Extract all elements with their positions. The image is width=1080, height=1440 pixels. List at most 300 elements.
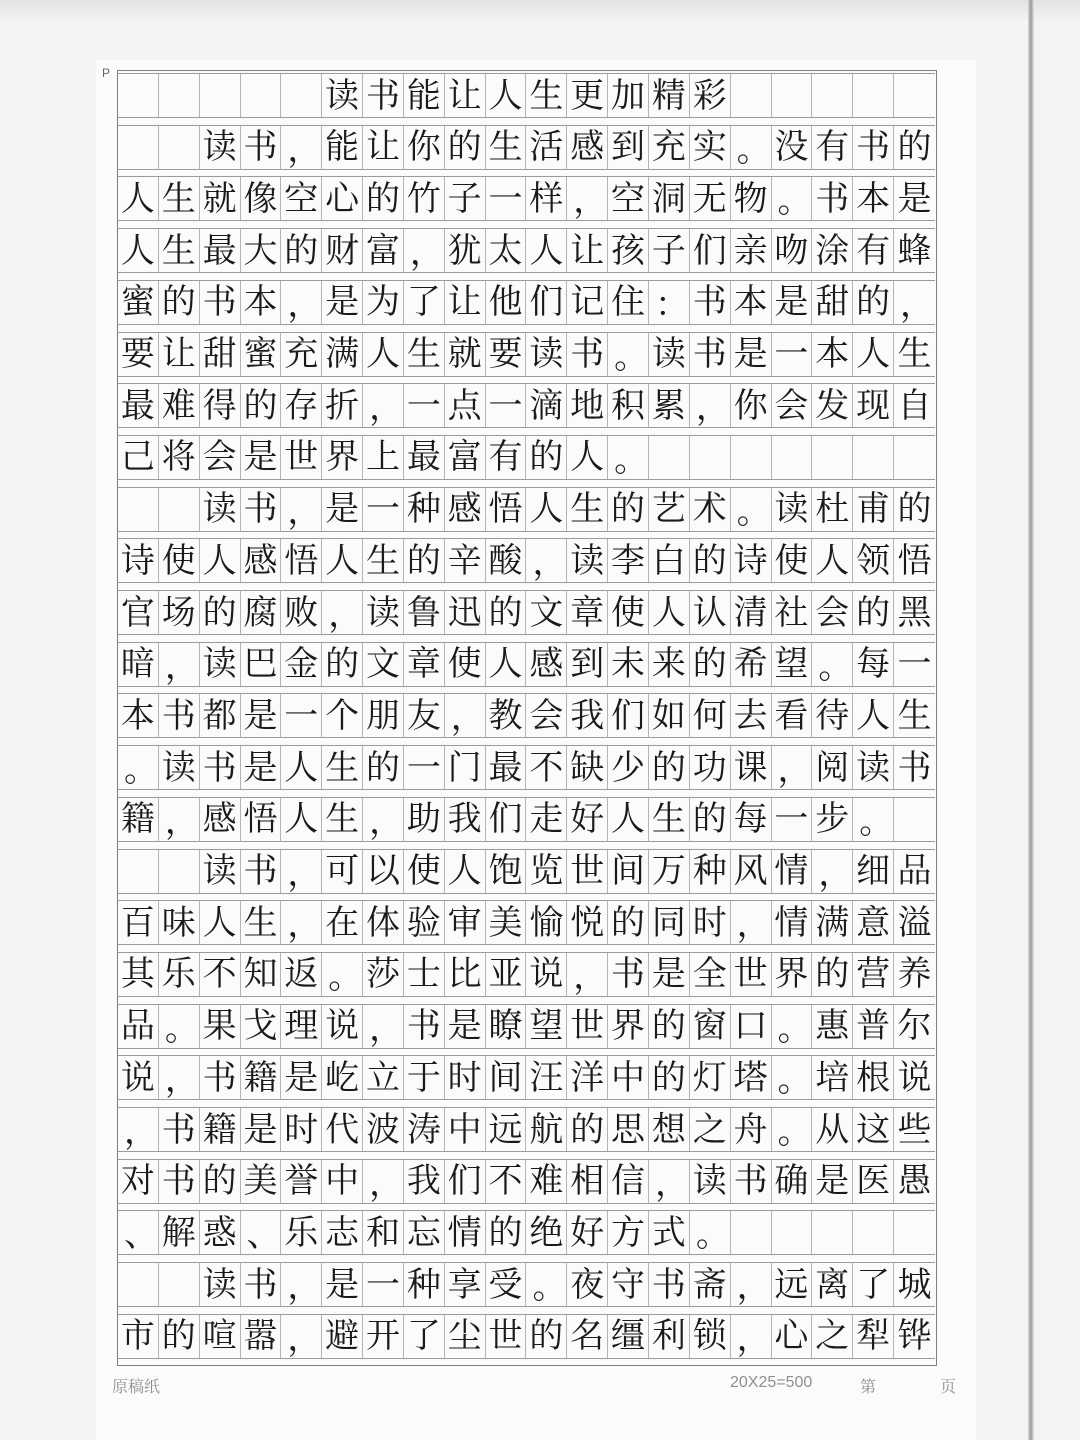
text-char: 一	[404, 384, 445, 427]
text-row	[118, 176, 935, 221]
scan-edge-top	[0, 0, 1080, 22]
text-char: 来	[649, 643, 690, 686]
text-char: 们	[690, 229, 731, 272]
text-char: 品	[897, 851, 932, 891]
text-char: 的	[690, 643, 731, 686]
text-char: 们	[486, 798, 527, 841]
text-char: 亲	[731, 229, 772, 272]
empty-cell	[159, 126, 200, 169]
text-char: 未	[608, 643, 649, 686]
text-char: 空	[608, 177, 649, 220]
text-char: 戈	[241, 1005, 282, 1048]
text-char: 的	[322, 643, 363, 686]
text-char: 书	[649, 1263, 690, 1306]
text-row	[118, 228, 935, 273]
text-char: ，	[363, 798, 404, 841]
text-char: 迅	[445, 591, 486, 634]
text-char: 营	[853, 953, 894, 996]
empty-cell	[118, 850, 159, 893]
text-char: 书	[731, 1160, 772, 1203]
text-char: ，	[731, 901, 772, 944]
text-char: 点	[445, 384, 486, 427]
empty-cell	[118, 488, 159, 531]
text-char: 物	[731, 177, 772, 220]
text-char: 一	[772, 333, 813, 376]
text-char: ，	[526, 539, 567, 582]
text-char: 了	[404, 281, 445, 324]
text-char: ，	[281, 281, 322, 324]
text-char: 辛	[445, 539, 486, 582]
empty-cell	[731, 74, 772, 117]
text-char: 充	[649, 126, 690, 169]
text-char: 腐	[241, 591, 282, 634]
text-char: 每	[853, 643, 894, 686]
text-char: 意	[853, 901, 894, 944]
text-char: 让	[445, 281, 486, 324]
text-char: 功	[690, 746, 731, 789]
text-char: 乐	[281, 1211, 322, 1254]
text-row	[118, 745, 935, 790]
text-char: 惑	[200, 1211, 241, 1254]
text-char: 书	[241, 126, 282, 169]
text-char: 缰	[608, 1315, 649, 1358]
text-char: 。	[772, 1005, 813, 1048]
text-char: 书	[404, 1005, 445, 1048]
text-char: 夜	[567, 1263, 608, 1306]
text-char: 一	[772, 798, 813, 841]
text-char: 感	[241, 539, 282, 582]
text-char: 亚	[486, 953, 527, 996]
text-char: 锁	[690, 1315, 731, 1358]
text-char: 人	[486, 643, 527, 686]
text-char: 能	[322, 126, 363, 169]
text-char: 的	[608, 901, 649, 944]
text-char: 门	[445, 746, 486, 789]
text-char: 以	[363, 850, 404, 893]
text-char: 一	[363, 1263, 404, 1306]
empty-cell	[812, 1211, 853, 1254]
text-char: 味	[159, 901, 200, 944]
text-char: 愉	[526, 901, 567, 944]
text-char: 乐	[159, 953, 200, 996]
empty-cell	[690, 436, 731, 479]
text-char: 书	[200, 1056, 241, 1099]
text-char: 誉	[281, 1160, 322, 1203]
text-char: 本	[731, 281, 772, 324]
text-char: 官	[118, 591, 159, 634]
text-char: 诗	[118, 539, 159, 582]
empty-cell	[118, 74, 159, 117]
text-char: 中	[322, 1160, 363, 1203]
text-char: 到	[567, 643, 608, 686]
text-char: 之	[690, 1108, 731, 1151]
text-char: 方	[608, 1211, 649, 1254]
text-char: 使	[772, 539, 813, 582]
empty-cell	[772, 74, 813, 117]
text-char: 饱	[486, 850, 527, 893]
text-char: 滴	[526, 384, 567, 427]
text-row	[118, 280, 935, 325]
text-char: 蜜	[241, 333, 282, 376]
text-char: 最	[118, 384, 159, 427]
text-char: 绝	[526, 1211, 567, 1254]
text-char: 吻	[772, 229, 813, 272]
text-char: 世	[486, 1315, 527, 1358]
text-char: 要	[118, 333, 159, 376]
title-char: 加	[608, 74, 649, 117]
text-char: 说	[526, 953, 567, 996]
text-char: 的	[486, 591, 527, 634]
text-char: 读	[690, 1160, 731, 1203]
text-char: 养	[897, 954, 932, 995]
text-char: 使	[445, 643, 486, 686]
text-char: 利	[649, 1315, 690, 1358]
text-char: 种	[404, 1263, 445, 1306]
text-char: 从	[812, 1108, 853, 1151]
text-char: 富	[445, 436, 486, 479]
text-char: 甜	[200, 333, 241, 376]
text-char: 人	[526, 488, 567, 531]
text-char: 积	[608, 384, 649, 427]
title-char: 彩	[690, 74, 731, 117]
text-char: 感	[200, 798, 241, 841]
text-char: 全	[690, 953, 731, 996]
text-char: 使	[608, 591, 649, 634]
empty-cell	[159, 74, 200, 117]
text-char: 。	[118, 746, 159, 789]
text-char: ，	[690, 384, 731, 427]
text-char: 细	[853, 850, 894, 893]
page-suffix: 页	[940, 1379, 957, 1396]
text-char: 人	[200, 901, 241, 944]
text-char: 读	[200, 850, 241, 893]
text-char: 使	[404, 850, 445, 893]
text-char: 书	[159, 1108, 200, 1151]
text-char: 我	[404, 1160, 445, 1203]
text-char: 的	[445, 126, 486, 169]
text-char: 去	[731, 694, 772, 737]
text-char: 无	[690, 177, 731, 220]
text-char: 为	[363, 281, 404, 324]
text-char: 书	[608, 953, 649, 996]
text-char: 嚣	[241, 1315, 282, 1358]
text-char: 没	[772, 126, 813, 169]
text-char: 地	[567, 384, 608, 427]
text-char: 。	[731, 126, 772, 169]
text-char: 读	[200, 126, 241, 169]
text-char: 读	[772, 488, 813, 531]
text-row	[118, 590, 935, 635]
text-char: 生	[567, 488, 608, 531]
text-char: 是	[812, 1160, 853, 1203]
text-char: 让	[159, 333, 200, 376]
text-char: 是	[322, 1263, 363, 1306]
text-char: 开	[363, 1315, 404, 1358]
text-row	[118, 797, 935, 842]
text-char: 。	[772, 1056, 813, 1099]
text-char: 可	[322, 850, 363, 893]
text-char: 上	[363, 436, 404, 479]
text-char: 享	[445, 1263, 486, 1306]
text-char: 是	[897, 178, 932, 219]
text-char: ，	[445, 694, 486, 737]
text-char: 犁	[853, 1315, 894, 1358]
manuscript-grid	[117, 70, 937, 1366]
text-char: 间	[608, 850, 649, 893]
text-char: 将	[159, 436, 200, 479]
paper-label: 原稿纸	[112, 1379, 161, 1396]
text-char: 返	[281, 953, 322, 996]
text-char: ：	[649, 281, 690, 324]
text-char: 溢	[897, 902, 932, 943]
page-label: 第	[860, 1379, 877, 1396]
text-char: 在	[322, 901, 363, 944]
text-char: 是	[772, 281, 813, 324]
text-char: 到	[608, 126, 649, 169]
text-char: 解	[159, 1211, 200, 1254]
text-char: 籍	[241, 1056, 282, 1099]
text-char: 杜	[812, 488, 853, 531]
text-char: 铧	[897, 1316, 932, 1357]
text-char: 是	[445, 1005, 486, 1048]
text-char: 社	[772, 591, 813, 634]
text-char: 人	[118, 177, 159, 220]
text-char: 像	[241, 177, 282, 220]
text-char: 步	[812, 798, 853, 841]
text-char: 感	[567, 126, 608, 169]
text-char: 离	[812, 1263, 853, 1306]
text-char: 的	[363, 177, 404, 220]
text-char: 是	[241, 746, 282, 789]
text-char: 折	[322, 384, 363, 427]
text-char: ，	[159, 643, 200, 686]
text-char: 书	[690, 333, 731, 376]
text-char: 比	[445, 953, 486, 996]
text-char: 就	[445, 333, 486, 376]
text-char: 有	[853, 229, 894, 272]
text-row	[118, 642, 935, 687]
text-char: 于	[404, 1056, 445, 1099]
text-char: 住	[608, 281, 649, 324]
text-char: 如	[649, 694, 690, 737]
text-char: 们	[526, 281, 567, 324]
text-char: 。	[526, 1263, 567, 1306]
text-char: 根	[853, 1056, 894, 1099]
text-char: 知	[241, 953, 282, 996]
text-char: 孩	[608, 229, 649, 272]
text-char: 读	[526, 333, 567, 376]
text-char: 培	[812, 1056, 853, 1099]
text-char: 中	[445, 1108, 486, 1151]
text-char: 市	[118, 1315, 159, 1358]
text-char: 界	[322, 436, 363, 479]
corner-mark: P	[102, 66, 111, 80]
text-char: ，	[159, 798, 200, 841]
empty-cell	[853, 436, 894, 479]
text-char: 时	[690, 901, 731, 944]
text-char: 一	[281, 694, 322, 737]
text-char: 我	[445, 798, 486, 841]
text-char: ，	[281, 1315, 322, 1358]
text-char: 何	[690, 694, 731, 737]
text-char: 斋	[690, 1263, 731, 1306]
title-char: 人	[486, 74, 527, 117]
text-char: 自	[897, 385, 932, 426]
empty-cell	[894, 436, 935, 479]
text-char: 尘	[445, 1315, 486, 1358]
title-char: 更	[567, 74, 608, 117]
text-char: 巴	[241, 643, 282, 686]
text-char: 名	[567, 1315, 608, 1358]
text-char: 书	[241, 1263, 282, 1306]
empty-cell	[241, 74, 282, 117]
text-char: 。	[772, 177, 813, 220]
text-char: 。	[608, 333, 649, 376]
text-char: 验	[404, 901, 445, 944]
text-char: 百	[118, 901, 159, 944]
text-char: 鲁	[404, 591, 445, 634]
text-char: 美	[241, 1160, 282, 1203]
text-char: 有	[812, 126, 853, 169]
text-char: 世	[567, 1005, 608, 1048]
text-char: 好	[567, 798, 608, 841]
text-char: 生	[241, 901, 282, 944]
text-char: 。	[731, 488, 772, 531]
text-char: 人	[853, 694, 894, 737]
text-char: 的	[897, 127, 932, 168]
text-char: 口	[731, 1005, 772, 1048]
text-char: ，	[281, 488, 322, 531]
text-char: 是	[241, 1108, 282, 1151]
text-char: 人	[445, 850, 486, 893]
text-row	[118, 1107, 935, 1152]
empty-cell	[731, 1211, 772, 1254]
text-char: 是	[731, 333, 772, 376]
text-row	[118, 538, 935, 583]
text-char: 让	[363, 126, 404, 169]
text-char: 尔	[897, 1006, 932, 1047]
text-char: 不	[486, 1160, 527, 1203]
text-row	[118, 1262, 935, 1307]
title-char: 读	[322, 74, 363, 117]
text-char: 己	[118, 436, 159, 479]
title-char: 生	[526, 74, 567, 117]
text-char: ，	[812, 850, 853, 893]
text-char: 书	[159, 694, 200, 737]
text-char: 蜜	[118, 281, 159, 324]
text-char: 人	[322, 539, 363, 582]
text-char: 人	[200, 539, 241, 582]
empty-cell	[894, 798, 935, 841]
text-char: 记	[567, 281, 608, 324]
text-char: 个	[322, 694, 363, 737]
text-char: 犹	[445, 229, 486, 272]
text-char: 波	[363, 1108, 404, 1151]
text-char: 他	[486, 281, 527, 324]
scan-edge-right	[1028, 0, 1034, 1440]
text-char: ，	[281, 126, 322, 169]
text-char: ，	[281, 1263, 322, 1306]
title-char: 书	[363, 74, 404, 117]
text-char: 的	[159, 281, 200, 324]
text-row	[118, 1210, 935, 1255]
text-char: 累	[649, 384, 690, 427]
text-char: 籍	[118, 798, 159, 841]
text-char: 本	[241, 281, 282, 324]
text-char: 使	[159, 539, 200, 582]
text-char: 望	[772, 643, 813, 686]
text-char: 太	[486, 229, 527, 272]
text-char: 是	[322, 488, 363, 531]
text-char: 满	[322, 333, 363, 376]
text-char: 受	[486, 1263, 527, 1306]
text-char: 术	[690, 488, 731, 531]
text-char: 本	[118, 694, 159, 737]
text-char: 确	[772, 1160, 813, 1203]
text-char: ，	[731, 1315, 772, 1358]
text-char: 悦	[567, 901, 608, 944]
text-char: 世	[281, 436, 322, 479]
text-char: 生	[897, 695, 932, 736]
text-char: 窗	[690, 1005, 731, 1048]
text-char: 是	[241, 694, 282, 737]
text-char: ，	[731, 1263, 772, 1306]
text-char: 洞	[649, 177, 690, 220]
text-char: 人	[812, 539, 853, 582]
title-char: 精	[649, 74, 690, 117]
text-char: 忘	[404, 1211, 445, 1254]
text-char: 的	[853, 591, 894, 634]
text-char: 财	[322, 229, 363, 272]
text-char: 、	[241, 1211, 282, 1254]
text-char: 涂	[812, 229, 853, 272]
text-char: 缺	[567, 746, 608, 789]
text-char: 感	[445, 488, 486, 531]
text-char: 章	[567, 591, 608, 634]
grid-spec: 20X25=500	[730, 1374, 813, 1391]
text-char: 书	[200, 281, 241, 324]
text-row	[118, 1314, 935, 1359]
text-char: 士	[404, 953, 445, 996]
empty-cell	[894, 74, 935, 117]
title-char: 能	[404, 74, 445, 117]
text-char: 是	[322, 281, 363, 324]
text-char: 心	[322, 177, 363, 220]
text-char: 莎	[363, 953, 404, 996]
text-char: 待	[812, 694, 853, 737]
text-char: 你	[404, 126, 445, 169]
text-char: 城	[897, 1264, 932, 1305]
empty-cell	[812, 74, 853, 117]
text-char: 文	[363, 643, 404, 686]
text-char: 生	[322, 798, 363, 841]
text-char: 情	[772, 901, 813, 944]
text-char: 书	[241, 850, 282, 893]
text-char: 灯	[690, 1056, 731, 1099]
text-char: 书	[567, 333, 608, 376]
text-char: 普	[853, 1005, 894, 1048]
text-char: 的	[649, 1056, 690, 1099]
text-char: 览	[526, 850, 567, 893]
text-char: 会	[200, 436, 241, 479]
text-char: 思	[608, 1108, 649, 1151]
text-row	[118, 125, 935, 170]
text-char: 、	[118, 1211, 159, 1254]
text-char: 了	[404, 1315, 445, 1358]
text-char: 时	[281, 1108, 322, 1151]
text-char: ，	[900, 284, 935, 325]
text-char: 领	[853, 539, 894, 582]
